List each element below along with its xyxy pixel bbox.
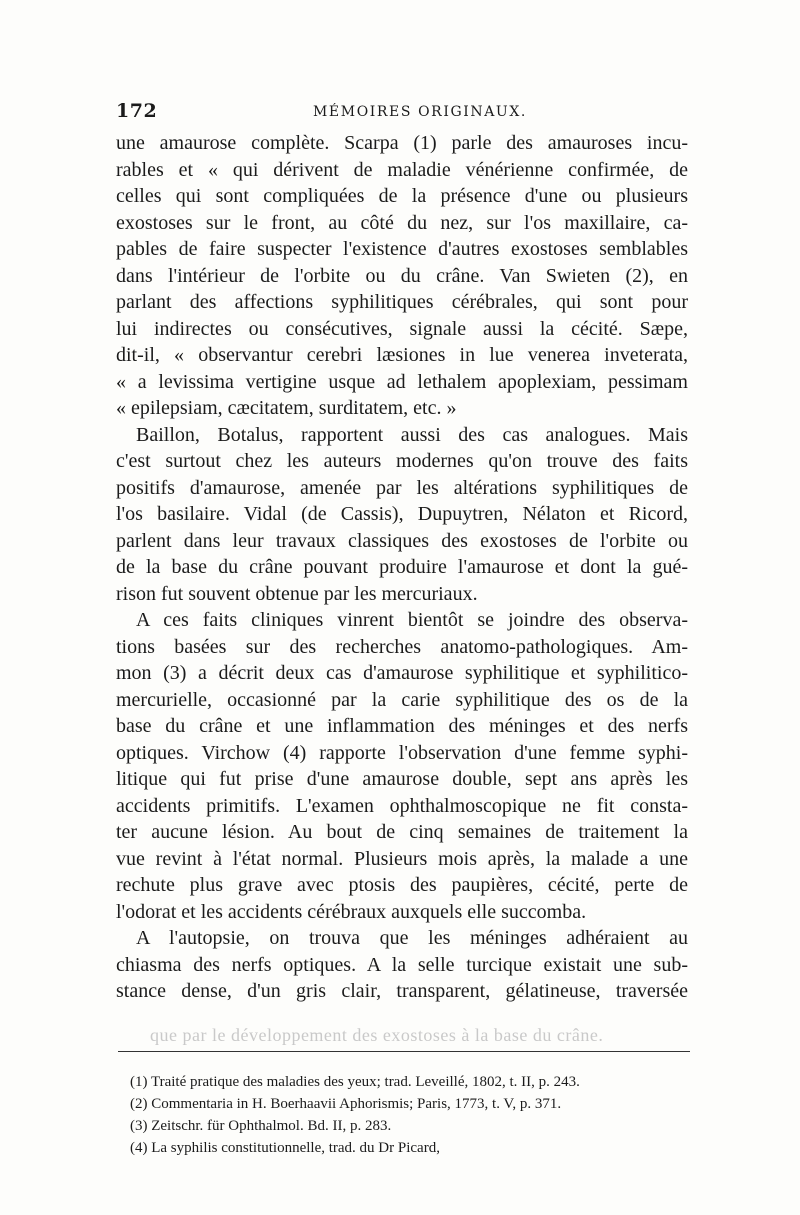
text-line: accidents primitifs. L'examen ophthalmoscopique ne fit consta-	[116, 794, 688, 817]
partial-cutoff-line: que par le développement des exostoses à la base du crâne.	[150, 1025, 604, 1045]
text-line: dans l'intérieur de l'orbite ou du crâne. Van Swieten (2), en	[116, 264, 688, 287]
text-line: « epilepsiam, cæcitatem, surditatem, etc. »	[116, 397, 457, 419]
text-line: chiasma des nerfs optiques. A la selle turcique existait une sub-	[116, 953, 688, 976]
text-line: rechute plus grave avec ptosis des paupières, cécité, perte de	[116, 874, 688, 896]
footnote: (4) La syphilis constitutionnelle, trad. du Dr Picard,	[130, 1140, 440, 1156]
text-line: rison fut souvent obtenue par les mercuriaux.	[116, 582, 478, 605]
text-line: l'os basilaire. Vidal (de Cassis), Dupuytren, Nélaton et Ricord,	[116, 503, 688, 525]
page-header	[116, 100, 688, 124]
text-line: ter aucune lésion. Au bout de cinq semaines de traitement la	[116, 821, 688, 843]
text-line: exostoses sur le front, au côté du nez, sur l'os maxillaire, ca-	[116, 211, 688, 234]
footnote: (2) Commentaria in H. Boerhaavii Aphorismis; Paris, 1773, t. V, p. 371.	[130, 1096, 562, 1112]
running-title: MÉMOIRES ORIGINAUX.	[313, 104, 527, 120]
text-line: l'odorat et les accidents cérébraux auxquels elle succomba.	[116, 900, 587, 923]
text-line: lui indirectes ou consécutives, signale aussi la cécité. Sæpe,	[116, 317, 688, 340]
body-text	[116, 130, 688, 1005]
text-line: Baillon, Botalus, rapportent aussi des cas analogues. Mais	[136, 423, 688, 446]
text-line: rables et « qui dérivent de maladie vénérienne confirmée, de	[116, 158, 688, 181]
text-line: base du crâne et une inflammation des méninges et des nerfs	[116, 715, 688, 737]
text-line: de la base du crâne pouvant produire l'amaurose et dont la gué-	[116, 556, 688, 578]
footnote: (1) Traité pratique des maladies des yeux; trad. Leveillé, 1802, t. II, p. 243.	[130, 1074, 580, 1090]
footnote: (3) Zeitschr. für Ophthalmol. Bd. II, p. 283.	[130, 1118, 392, 1134]
text-line: mon (3) a décrit deux cas d'amaurose syphilitique et syphilitico-	[116, 662, 688, 684]
text-line: celles qui sont compliquées de la présence d'une ou plusieurs	[116, 185, 688, 207]
text-line: optiques. Virchow (4) rapporte l'observation d'une femme syphi-	[116, 741, 688, 764]
page-number: 172	[116, 100, 158, 122]
text-line: parlent dans leur travaux classiques des exostoses de l'orbite ou	[116, 529, 688, 552]
text-line: positifs d'amaurose, amenée par les altérations syphilitiques de	[116, 476, 688, 499]
text-line: parlant des affections syphilitiques cérébrales, qui sont pour	[116, 291, 688, 313]
text-line: « a levissima vertigine usque ad lethalem apoplexiam, pessimam	[116, 370, 688, 393]
text-line: une amaurose complète. Scarpa (1) parle des amauroses incu-	[116, 132, 688, 154]
text-line: dit-il, « observantur cerebri læsiones in lue venerea inveterata,	[116, 344, 688, 366]
text-line: A ces faits cliniques vinrent bientôt se joindre des observa-	[136, 609, 688, 631]
footnote-divider	[118, 1051, 690, 1052]
text-line: stance dense, d'un gris clair, transparent, gélatineuse, traversée	[116, 980, 688, 1002]
text-line: tions basées sur des recherches anatomo-pathologiques. Am-	[116, 635, 688, 658]
text-line: A l'autopsie, on trouva que les méninges adhéraient au	[136, 927, 688, 949]
text-line: vue revint à l'état normal. Plusieurs mois après, la malade a une	[116, 847, 688, 870]
text-line: pables de faire suspecter l'existence d'autres exostoses semblables	[116, 238, 688, 260]
text-line: litique qui fut prise d'une amaurose double, sept ans après les	[116, 768, 688, 790]
text-line: mercurielle, occasionné par la carie syphilitique des os de la	[116, 688, 688, 711]
text-line: c'est surtout chez les auteurs modernes qu'on trouve des faits	[116, 450, 688, 472]
footnotes	[130, 1071, 690, 1159]
